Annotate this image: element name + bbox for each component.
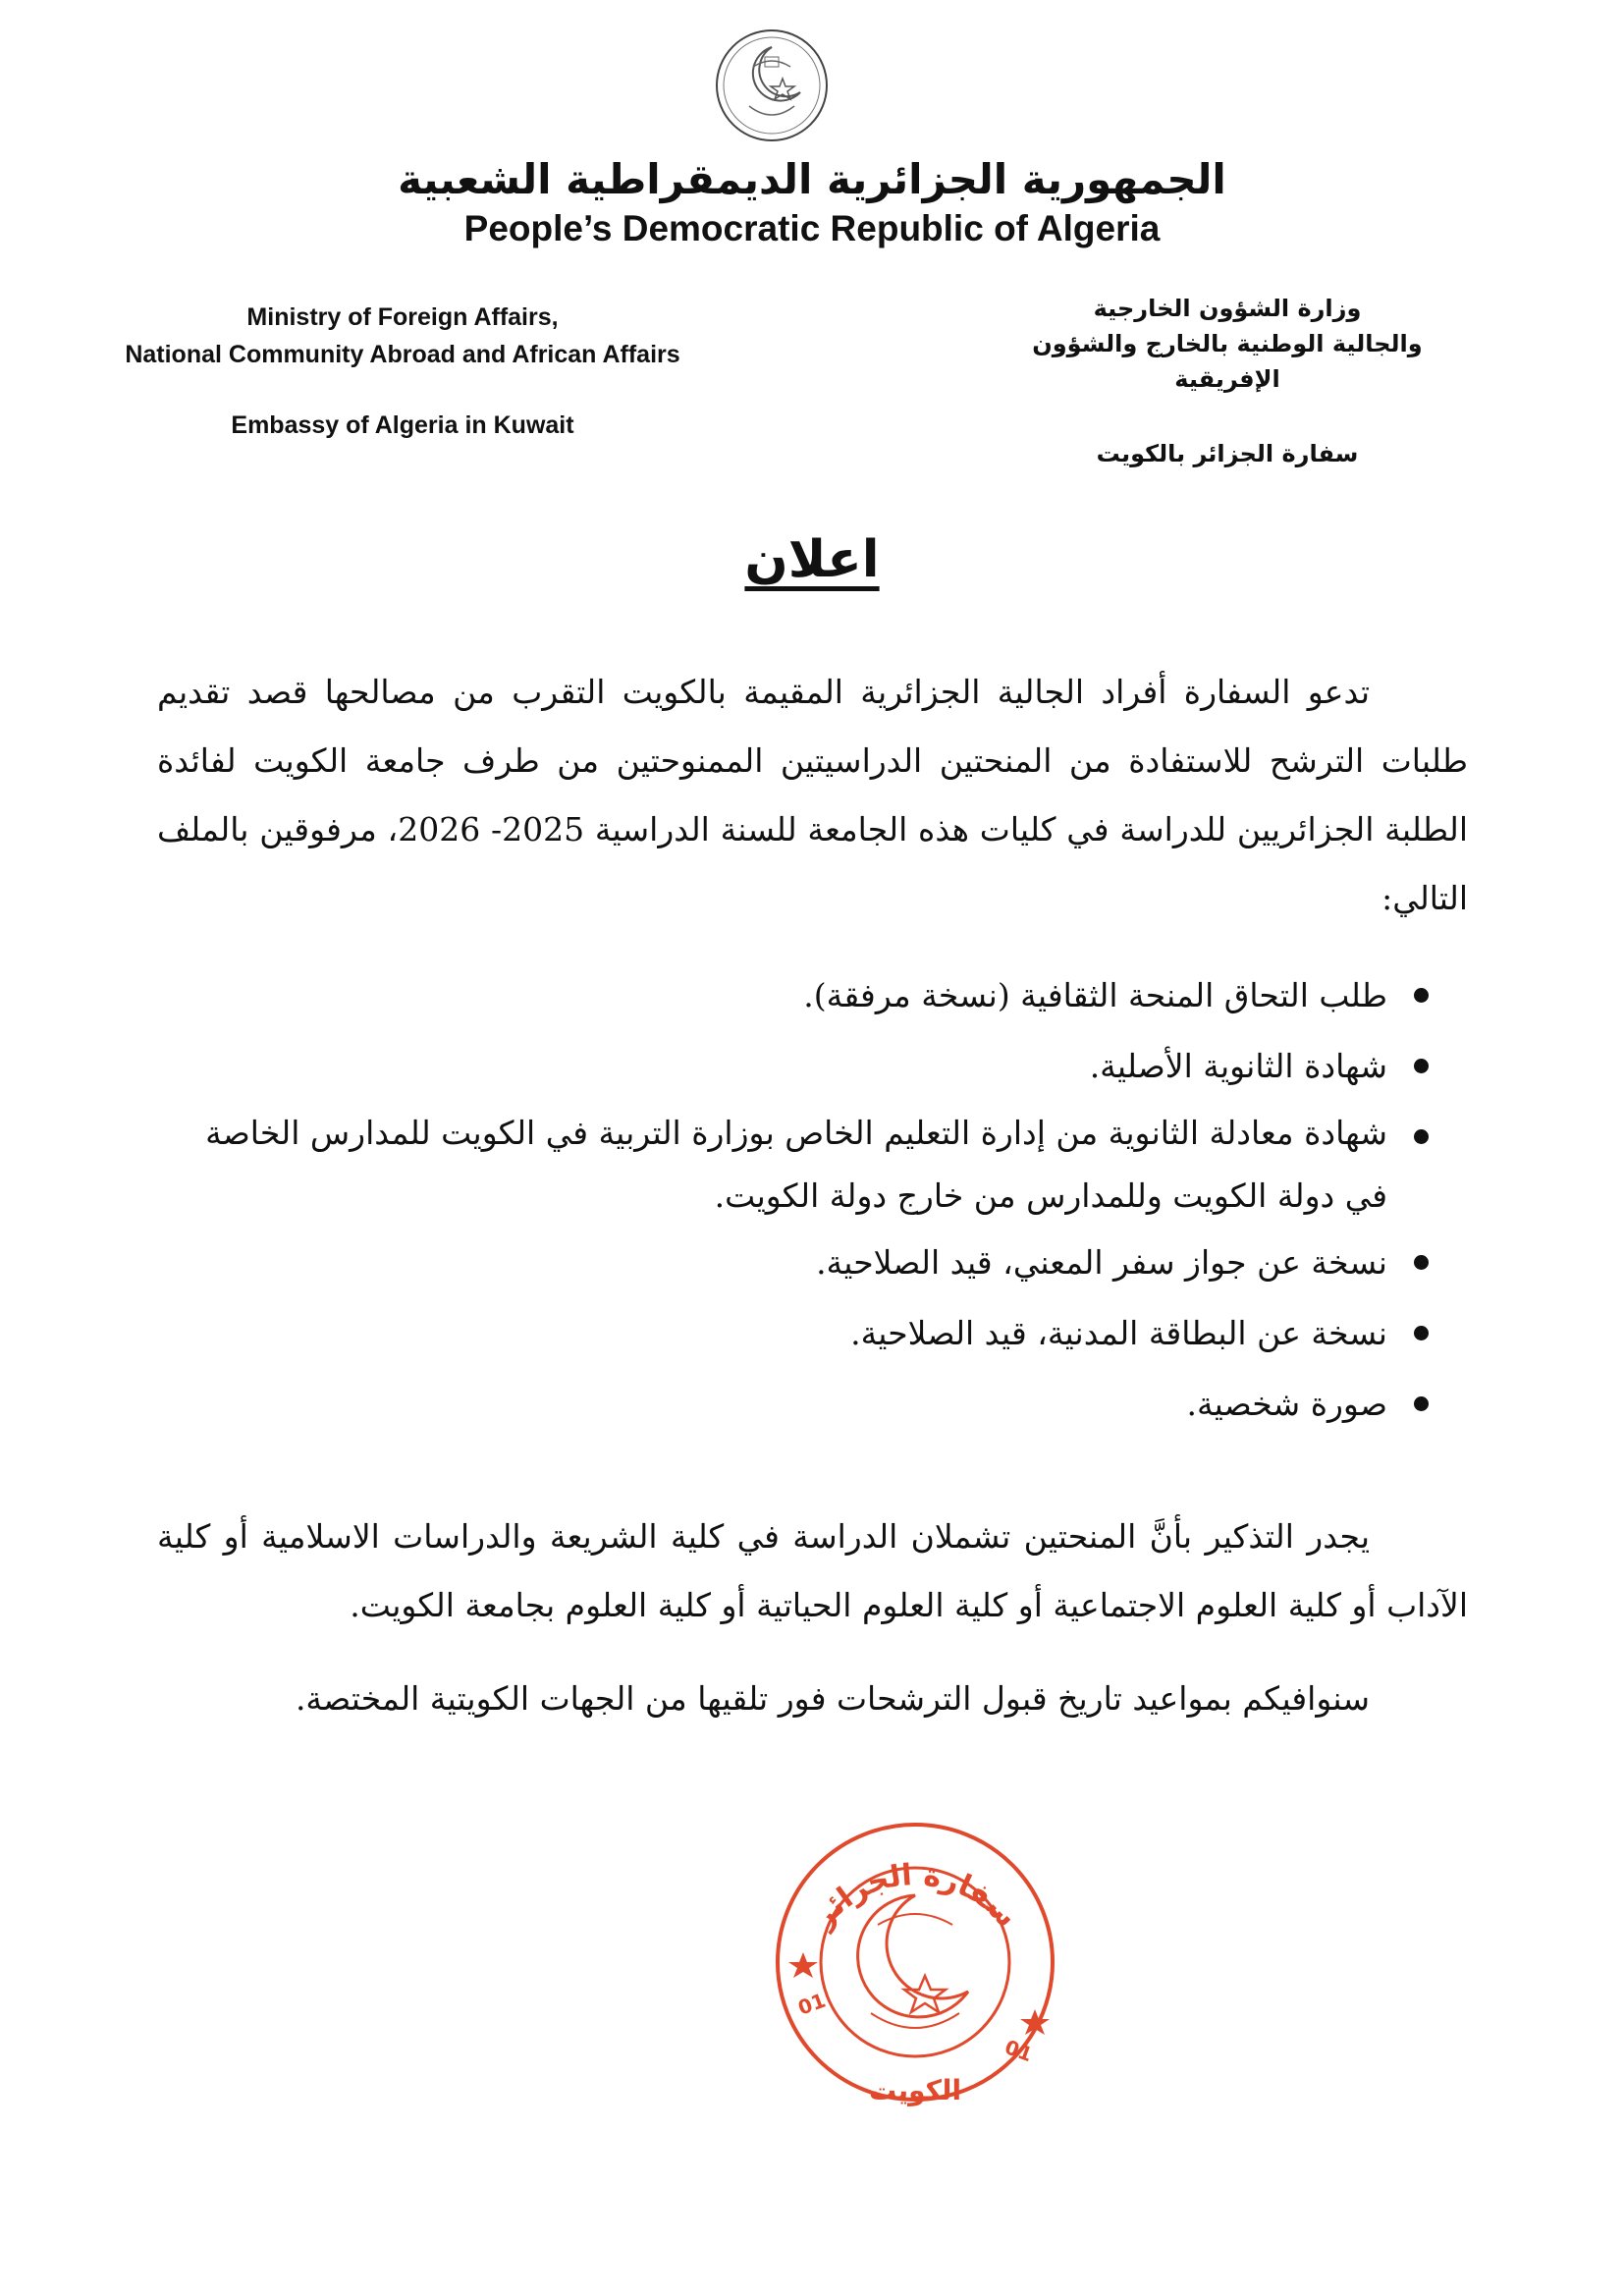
bullet-icon	[1414, 1059, 1429, 1073]
reminder-paragraph: يجدر التذكير بأنَّ المنحتين تشملان الدراسة في كلية الشريعة والدراسات الاسلامية أو كلية الآداب أو كلية العلوم الاجتماعية أو كلية العلوم الحياتية أو كلية العلوم بجامعة الكويت.	[157, 1517, 1468, 1624]
announcement-title-text: اعلان	[744, 530, 880, 589]
ministry-name-arabic-line-2: والجالية الوطنية بالخارج والشؤون الإفريقية	[1032, 330, 1423, 393]
announcement-title	[0, 530, 1624, 589]
stamp-bottom-text: الكويت	[868, 2074, 962, 2106]
ministry-name-line-2: National Community Abroad and African Affairs	[125, 341, 680, 368]
bullet-icon	[1414, 1326, 1429, 1340]
list-item-text: شهادة معادلة الثانوية من إدارة التعليم الخاص بوزارة التربية في الكويت للمدارس الخاصة في دولة الكويت وللمدارس من خارج دولة الكويت.	[205, 1114, 1387, 1215]
ministry-name-line-1: Ministry of Foreign Affairs,	[246, 303, 559, 331]
bullet-icon	[1414, 1255, 1429, 1270]
embassy-name-arabic: سفارة الجزائر بالكويت	[1096, 440, 1359, 467]
stamp-number-right: 01	[1001, 2035, 1036, 2067]
list-item	[157, 1228, 1468, 1298]
bullet-icon	[1414, 1129, 1429, 1144]
republic-title-english: People’s Democratic Republic of Algeria	[463, 208, 1161, 248]
list-item-text: نسخة عن جواز سفر المعني، قيد الصلاحية.	[816, 1243, 1387, 1282]
bullet-icon	[1414, 988, 1429, 1003]
list-item	[157, 1031, 1468, 1102]
embassy-stamp-icon	[768, 1807, 1062, 2116]
list-item-text: صورة شخصية.	[1186, 1385, 1387, 1423]
embassy-name-english: Embassy of Algeria in Kuwait	[231, 411, 574, 439]
list-item-text: نسخة عن البطاقة المدنية، قيد الصلاحية.	[850, 1314, 1387, 1352]
bullet-icon	[1414, 1396, 1429, 1411]
republic-title-arabic: الجمهورية الجزائرية الديمقراطية الشعبية	[398, 155, 1226, 203]
national-emblem-icon	[714, 27, 830, 143]
stamp-top-text: سفارة الجزائر	[805, 1857, 1024, 1935]
required-documents-list	[157, 960, 1468, 1440]
ministry-header-arabic	[992, 291, 1463, 471]
list-item	[157, 960, 1468, 1031]
list-item	[157, 1102, 1468, 1228]
list-item	[157, 1369, 1468, 1440]
ministry-header-english	[39, 299, 766, 444]
list-item-text: طلب التحاق المنحة الثقافية (نسخة مرفقة).	[803, 976, 1387, 1014]
stamp-number-left: 01	[794, 1988, 829, 2020]
ministry-name-arabic-line-1: وزارة الشؤون الخارجية	[1093, 295, 1362, 322]
list-item	[157, 1298, 1468, 1369]
closing-paragraph: سنوافيكم بمواعيد تاريخ قبول الترشحات فور تلقيها من الجهات الكويتية المختصة.	[295, 1679, 1370, 1718]
list-item-text: شهادة الثانوية الأصلية.	[1089, 1047, 1387, 1085]
intro-paragraph: تدعو السفارة أفراد الجالية الجزائرية المقيمة بالكويت التقرب من مصالحها قصد تقديم طلبات الترشح للاستفادة من المنحتين الدراسيتين الممنوحتين من طرف جامعة الكويت لفائدة الطلبة الجزائريين للدراسة في كليات هذه الجامعة للسنة الدراسية 2025- 2026، مرفوقين بالملف التالي:	[157, 673, 1469, 917]
